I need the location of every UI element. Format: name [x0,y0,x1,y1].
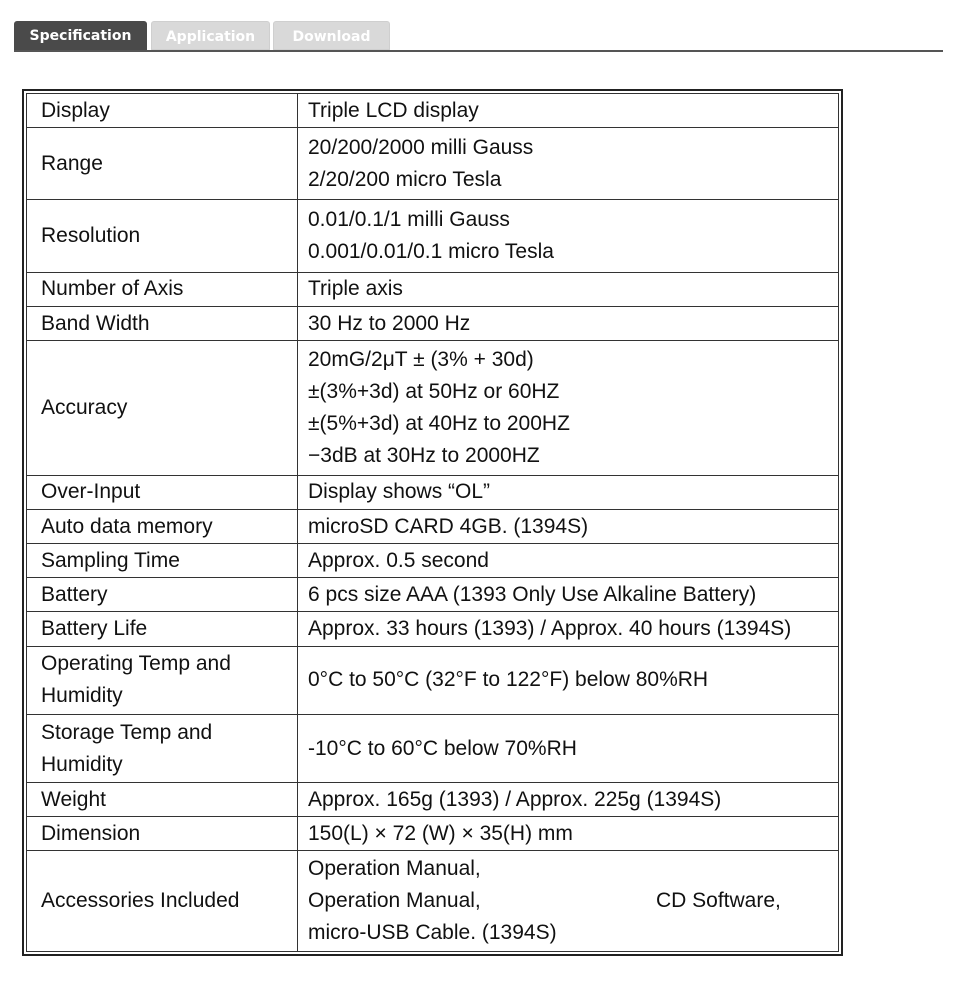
row-value [298,544,839,578]
value-line: Approx. 0.5 second [308,548,489,572]
table-row [27,783,839,817]
value-line: 0°C to 50°C (32°F to 122°F) below 80%RH [308,668,709,692]
row-label: Resolution [27,200,298,272]
value-line: Approx. 165g (1393) / Approx. 225g (1394S) [308,787,722,811]
value-line: Approx. 33 hours (1393) / Approx. 40 hours (1394S) [308,617,792,640]
specification-table [26,93,839,952]
table-row [27,200,839,272]
table-row [27,851,839,952]
table-row [27,94,839,128]
row-value [298,509,839,543]
value-line: Operation Manual, [308,857,481,881]
row-value [298,714,839,782]
row-label: Weight [27,783,298,817]
row-value [298,272,839,306]
row-value [298,306,839,340]
value-line: 20mG/2μT ± (3% + 30d) [308,348,534,372]
value-line: Triple LCD display [308,98,479,122]
row-value [298,94,839,128]
table-row [27,578,839,612]
row-value [298,128,839,200]
tab-download[interactable]: Download [273,21,390,50]
row-label: Storage Temp and Humidity [27,714,298,782]
table-row [27,612,839,646]
table-row [27,306,839,340]
table-row [27,646,839,714]
table-row [27,714,839,782]
value-line: 20/200/2000 milli Gauss [308,135,534,159]
value-line: ±(5%+3d) at 40Hz to 200HZ [308,411,570,435]
row-label: Operating Temp and Humidity [27,646,298,714]
value-line: 150(L) × 72 (W) × 35(H) mm [308,821,573,845]
row-label: Battery Life [27,612,298,646]
row-label: Accessories Included [27,851,298,952]
value-line [308,885,828,917]
row-label: Number of Axis [27,272,298,306]
row-value [298,200,839,272]
row-label: Over-Input [27,475,298,509]
value-line: ±(3%+3d) at 50Hz or 60HZ [308,380,560,404]
row-label: Dimension [27,817,298,851]
value-line: 2/20/200 micro Tesla [308,167,502,191]
table-row [27,817,839,851]
value-line: microSD CARD 4GB. (1394S) [308,514,589,538]
row-label: Accuracy [27,341,298,476]
row-label: Range [27,128,298,200]
row-label: Band Width [27,306,298,340]
table-row [27,128,839,200]
tab-application[interactable]: Application [151,21,270,50]
specification-table-frame [22,89,843,956]
table-row [27,544,839,578]
value-line: Triple axis [308,277,403,301]
value-text: Operation Manual, [308,889,481,913]
table-row [27,341,839,476]
row-value [298,783,839,817]
row-value [298,851,839,952]
table-row [27,272,839,306]
value-line: 0.01/0.1/1 milli Gauss [308,208,510,232]
table-row [27,509,839,543]
row-label: Auto data memory [27,509,298,543]
value-line: 30 Hz to 2000 Hz [308,311,471,335]
value-line: micro-USB Cable. (1394S) [308,921,557,945]
value-line: -10°C to 60°C below 70%RH [308,736,577,760]
row-value [298,578,839,612]
value-line: 0.001/0.01/0.1 micro Tesla [308,240,554,264]
value-line: 6 pcs size AAA (1393 Only Use Alkaline Battery) [308,582,757,606]
tab-bar [14,20,943,52]
row-value [298,817,839,851]
row-value [298,341,839,476]
row-label: Display [27,94,298,128]
row-label: Battery [27,578,298,612]
tab-specification[interactable]: Specification [14,21,147,50]
row-value [298,475,839,509]
row-value [298,646,839,714]
value-text-extra: CD Software, [656,889,781,913]
table-row [27,475,839,509]
value-line: −3dB at 30Hz to 2000HZ [308,443,540,467]
row-label: Sampling Time [27,544,298,578]
value-line: Display shows “OL” [308,480,491,504]
row-value [298,612,839,646]
